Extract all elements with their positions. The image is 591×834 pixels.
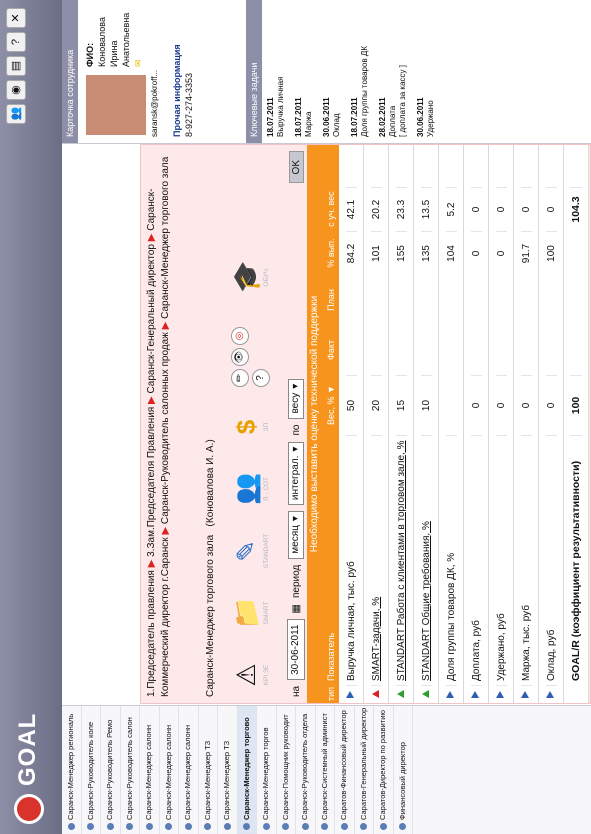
- logo-icon: [14, 794, 44, 824]
- tree-item[interactable]: [160, 706, 180, 834]
- money-label: ЗП: [263, 422, 270, 432]
- question-icon[interactable]: ?: [252, 369, 270, 387]
- row-weight: 15: [396, 375, 407, 435]
- tree-item[interactable]: [355, 706, 375, 834]
- breadcrumb-separator: ▶: [160, 321, 171, 330]
- col-percent[interactable]: % вып.: [326, 238, 336, 268]
- other-info-label: Прочая информация: [172, 44, 182, 137]
- tree-item[interactable]: [316, 706, 336, 834]
- row-name: Выручка личная, тыс. руб: [346, 435, 357, 685]
- row-weighted: 23.3: [396, 187, 407, 231]
- help-icon[interactable]: ?: [6, 32, 26, 52]
- mode-value: интеграл.: [290, 455, 301, 501]
- person-icon: [321, 823, 328, 830]
- people-label: Я - СОТ: [263, 476, 270, 502]
- employee-photo: [84, 73, 148, 137]
- total-weight: 100: [570, 375, 582, 435]
- tree-item[interactable]: [238, 706, 258, 834]
- total-row: [564, 145, 589, 703]
- tree-item[interactable]: [179, 706, 199, 834]
- table-row[interactable]: [539, 145, 564, 703]
- col-type: тип: [326, 686, 336, 702]
- total-name: GOAL/R (коэффициент результативности): [570, 435, 582, 685]
- row-type-icon: [496, 685, 507, 703]
- table-row[interactable]: [514, 145, 539, 703]
- tree-item-label: Саратов-Генеральный директор: [358, 707, 368, 820]
- task-date: 30.06.2011: [416, 97, 425, 137]
- main-panel: [140, 144, 591, 704]
- tree-item[interactable]: [394, 706, 414, 834]
- phone: 8-927-274-3353: [184, 72, 194, 137]
- fio-last: Коновалова: [97, 17, 107, 67]
- tree-item[interactable]: [62, 706, 82, 834]
- row-type-icon: [371, 685, 382, 703]
- person-icon: [380, 823, 387, 830]
- task-item[interactable]: [416, 5, 436, 137]
- email-link[interactable]: saransk@pokroff...: [150, 69, 159, 137]
- breadcrumb-item[interactable]: Саранск-Генеральный директор: [146, 244, 157, 394]
- tree-item-label: Саранск-Менеджер салонн: [183, 725, 192, 820]
- triangle-icon: [422, 691, 429, 699]
- row-weighted: 0: [521, 187, 532, 231]
- standart-section[interactable]: [229, 529, 270, 573]
- panel-title: Карточка сотрудника: [62, 0, 78, 143]
- row-percent: 0: [471, 231, 482, 275]
- row-percent: 104: [446, 231, 457, 275]
- edit-icon[interactable]: ✏: [231, 369, 249, 387]
- row-weighted: 0: [471, 187, 482, 231]
- row-weighted: 0: [546, 187, 557, 231]
- tree-item[interactable]: [82, 706, 102, 834]
- triangle-icon: [346, 691, 354, 698]
- person-icon: [224, 823, 231, 830]
- total-weighted: 104.3: [570, 187, 582, 231]
- by-select[interactable]: [288, 379, 304, 419]
- tree-item[interactable]: [218, 706, 238, 834]
- task-date: 28.02.2011: [378, 97, 387, 137]
- triangle-icon: [446, 691, 454, 698]
- tree-item-label: Саранск-Руководитель отдела: [300, 713, 309, 820]
- breadcrumb-separator: ▶: [146, 396, 157, 405]
- period-select[interactable]: [288, 511, 304, 559]
- col-weight[interactable]: Вес, % ▼: [326, 385, 336, 425]
- tree-item-label: Саранск-Руководитель Ремо: [105, 719, 114, 820]
- row-name: Удержано, руб: [496, 435, 507, 685]
- breadcrumb-item[interactable]: 3.Зам.Председателя Правления: [146, 406, 157, 557]
- triangle-icon: [471, 691, 479, 698]
- person-icon: [68, 823, 75, 830]
- people-icon: 👥: [231, 472, 261, 506]
- fio-label: ФИО:: [85, 42, 95, 67]
- training-section[interactable]: [229, 255, 270, 299]
- tree-item[interactable]: [296, 706, 316, 834]
- graduation-icon: 🎓: [231, 260, 261, 294]
- row-weight: 0: [496, 375, 507, 435]
- col-name[interactable]: Показатель: [326, 632, 336, 681]
- tree-item-label: Саранск-Менеджер торгово: [241, 717, 251, 820]
- email-icon: ✉: [133, 59, 143, 67]
- tasks-list: [262, 0, 448, 143]
- section-icons: [223, 145, 285, 703]
- row-percent: 101: [371, 231, 382, 275]
- position-title: Саранск-Менеджер торгового зала: [205, 534, 216, 697]
- tree-item[interactable]: [277, 706, 297, 834]
- tree-item-label: Финансовый директор: [397, 742, 407, 820]
- people-section[interactable]: [229, 467, 270, 511]
- person-icon: [185, 823, 192, 830]
- tree-item[interactable]: [121, 706, 141, 834]
- person-icon: [263, 823, 270, 830]
- person-icon: [360, 823, 367, 830]
- row-percent: 84.2: [346, 231, 357, 275]
- person-icon: [204, 823, 211, 830]
- people-icon[interactable]: 👥: [6, 104, 26, 124]
- tree-item[interactable]: [257, 706, 277, 834]
- tree-item-label: Саранск-Менеджер салонн: [144, 725, 153, 820]
- eye-icon[interactable]: 👁: [231, 348, 249, 366]
- triangle-icon: [521, 691, 529, 698]
- tree-item-label: Саранск-Менеджер ТЗ: [222, 740, 231, 820]
- standart-label: STANDART: [263, 533, 270, 569]
- kpi-section[interactable]: [229, 653, 270, 697]
- triangle-icon: [372, 691, 379, 699]
- row-weight: 0: [521, 375, 532, 435]
- row-type-icon: [421, 685, 432, 703]
- triangle-icon: [496, 691, 504, 698]
- task-item[interactable]: [266, 5, 286, 137]
- row-weighted: 42.1: [346, 187, 357, 231]
- row-weighted: 0: [496, 187, 507, 231]
- row-weight: 20: [371, 375, 382, 435]
- by-label: по: [290, 424, 302, 436]
- chevron-down-icon: ▾: [290, 446, 301, 452]
- task-text: Выручка личная: [276, 76, 285, 137]
- breadcrumb-separator: ▶: [160, 526, 171, 535]
- row-weighted: 20.2: [371, 187, 382, 231]
- row-weight: 0: [546, 375, 557, 435]
- task-date: 30.06.2011: [322, 97, 331, 137]
- person-icon: [399, 823, 406, 830]
- table-row[interactable]: [389, 145, 414, 703]
- dollar-icon: $: [231, 419, 261, 435]
- table-row[interactable]: [489, 145, 514, 703]
- kpi-table: [339, 145, 564, 703]
- tree-item-label: Саранск-Руководитель салон: [124, 717, 134, 820]
- row-name[interactable]: SMART-задачи, %: [371, 435, 382, 685]
- row-weight: 0: [471, 375, 482, 435]
- col-weighted[interactable]: с уч. вес: [326, 191, 336, 227]
- toolbar-icons: [6, 8, 26, 124]
- task-text: Маржа: [304, 111, 313, 137]
- row-type-icon: [346, 685, 357, 703]
- pencil-icon: ✎: [231, 540, 261, 562]
- row-weight: 10: [421, 375, 432, 435]
- date-label: на: [290, 685, 302, 697]
- table-header: [323, 145, 339, 703]
- task-text: Оклад: [332, 113, 341, 137]
- row-name: Маржа, тыс. руб: [521, 435, 532, 685]
- row-type-icon: [471, 685, 482, 703]
- person-icon: [87, 823, 94, 830]
- tree-item[interactable]: [374, 706, 394, 834]
- table-row[interactable]: [439, 145, 464, 703]
- ok-button[interactable]: OK: [289, 151, 304, 183]
- task-date: 18.07.2011: [294, 97, 303, 137]
- chevron-down-icon: ▾: [290, 383, 301, 389]
- task-item[interactable]: [378, 5, 408, 137]
- person-icon: [146, 823, 153, 830]
- row-name: Доплата, руб: [471, 435, 482, 685]
- exit-icon[interactable]: ✕: [6, 8, 26, 28]
- fio-middle: Анатольевна: [121, 12, 131, 67]
- person-icon: [126, 823, 133, 830]
- row-type-icon: [396, 685, 407, 703]
- employee-name: (Коновалова И. А.): [205, 439, 216, 527]
- tool-icons: [231, 317, 270, 387]
- breadcrumb: [141, 145, 203, 703]
- tree-item-label: Саранск-Менеджер торгов: [261, 727, 270, 820]
- person-icon: [302, 823, 309, 830]
- task-item[interactable]: [294, 5, 314, 137]
- tasks-title: Ключевые задачи: [246, 0, 262, 143]
- row-percent: 0: [496, 231, 507, 275]
- col-plan[interactable]: План: [326, 289, 336, 311]
- task-item[interactable]: [350, 5, 370, 137]
- tree-item-label: Саратов-Финансовый директор: [339, 710, 348, 820]
- smart-section[interactable]: [229, 591, 270, 635]
- tree-item-label: Саратов-Директор по развитию: [378, 709, 387, 820]
- task-text: Доля группы товаров ДК: [360, 46, 369, 137]
- row-percent: 135: [421, 231, 432, 275]
- row-weight: 50: [346, 375, 357, 435]
- breadcrumb-separator: ▶: [146, 233, 157, 242]
- tree-item[interactable]: [140, 706, 160, 834]
- row-percent: 100: [546, 231, 557, 275]
- employee-card: [78, 0, 246, 143]
- person-icon: [341, 823, 348, 830]
- table-row[interactable]: [464, 145, 489, 703]
- breadcrumb-item[interactable]: Саранск-Коммерческий директор г.Саранск: [146, 188, 171, 697]
- app-logo: GOAL: [14, 712, 41, 786]
- training-label: ОБУЧ.: [263, 267, 270, 287]
- person-icon: [107, 823, 114, 830]
- org-tree: [62, 705, 591, 834]
- row-name[interactable]: STANDART Общие требования, %: [421, 435, 432, 685]
- smart-label: SMART: [263, 601, 270, 625]
- by-value: весу: [290, 392, 301, 414]
- filter-controls: [285, 145, 307, 703]
- person-icon: [282, 823, 289, 830]
- row-type-icon: [546, 685, 557, 703]
- mode-select[interactable]: [288, 442, 304, 506]
- row-name: Оклад, руб: [546, 435, 557, 685]
- row-type-icon: [446, 685, 457, 703]
- notice-banner[interactable]: Необходимо выставить оценку технической поддержки: [307, 145, 323, 703]
- row-type-icon: [521, 685, 532, 703]
- folder-icon: 📁: [231, 596, 261, 630]
- breadcrumb-item[interactable]: 1.Председатель правления: [146, 570, 157, 697]
- person-icon: [243, 823, 250, 830]
- task-date: 18.07.2011: [266, 97, 275, 137]
- row-percent: 155: [396, 231, 407, 275]
- globe-icon[interactable]: ◉: [6, 80, 26, 100]
- triangle-icon: [546, 691, 554, 698]
- kpi-label: KPI ЗЕ: [263, 664, 270, 686]
- target-icon[interactable]: ◎: [231, 327, 249, 345]
- fio-first: Ирина: [109, 40, 119, 67]
- tree-item-label: Саранск-Системный админист: [319, 713, 329, 820]
- row-percent: 91.7: [521, 231, 532, 275]
- print-icon[interactable]: ▤: [6, 56, 26, 76]
- task-date: 18.07.2011: [350, 97, 359, 137]
- breadcrumb-item[interactable]: Саранск-Руководитель салонных продаж: [160, 332, 171, 525]
- calendar-icon[interactable]: ▦: [290, 604, 302, 614]
- period-label: период: [290, 564, 302, 599]
- task-text: Доплата [ доплата за кассу ]: [388, 65, 407, 137]
- row-name[interactable]: STANDART Работа с клиентами в торговом зале, %: [396, 435, 407, 685]
- employee-card-panel: [62, 0, 591, 144]
- tree-item[interactable]: [335, 706, 355, 834]
- date-field[interactable]: 30-06-2011: [287, 619, 305, 679]
- tree-item-label: Саранск-Менеджер салонн: [163, 725, 173, 820]
- breadcrumb-separator: ▶: [146, 559, 157, 568]
- tree-item-label: Саранск-Менеджер ТЗ: [202, 740, 212, 820]
- money-section[interactable]: [229, 405, 270, 449]
- app-header: [0, 0, 62, 834]
- warning-icon: ⚠: [231, 663, 261, 687]
- col-fact[interactable]: Факт: [326, 340, 336, 361]
- task-item[interactable]: [322, 5, 342, 137]
- breadcrumb-item[interactable]: Саранск-Менеджер торгового зала: [160, 156, 171, 319]
- row-weighted: 13.5: [421, 187, 432, 231]
- table-row[interactable]: [414, 145, 439, 703]
- period-value: месяц: [290, 525, 301, 554]
- row-weighted: 5.2: [446, 187, 457, 231]
- tree-item-label: Саранск-Менеджер региональ: [66, 713, 75, 820]
- triangle-icon: [397, 691, 404, 699]
- person-icon: [165, 823, 172, 830]
- row-name: Доля группы товаров ДК, %: [446, 435, 457, 685]
- table-row[interactable]: [364, 145, 389, 703]
- tree-item-label: Саранск-Руководитель коле: [85, 721, 95, 820]
- table-row[interactable]: [339, 145, 364, 703]
- tree-item-label: Саранск-Помощник руководит: [280, 714, 290, 820]
- page-title: [203, 145, 223, 703]
- task-text: Удержано: [426, 100, 435, 137]
- tree-item[interactable]: [101, 706, 121, 834]
- chevron-down-icon: ▾: [290, 516, 301, 522]
- tree-item[interactable]: [199, 706, 219, 834]
